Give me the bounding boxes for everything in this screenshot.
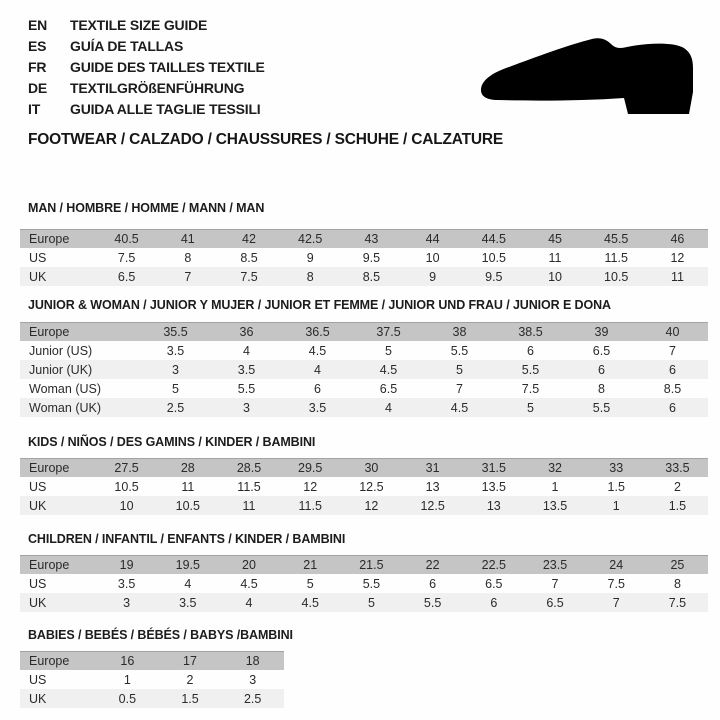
size-value: 33 (609, 461, 624, 475)
table-row (20, 593, 708, 612)
row-label: UK (29, 498, 47, 513)
size-value: 8 (184, 250, 192, 265)
size-value: 38 (452, 325, 467, 339)
row-label: US (29, 576, 47, 591)
size-value: 10.5 (175, 498, 200, 513)
size-value: 11.5 (604, 250, 628, 265)
size-value: 18 (245, 654, 260, 668)
row-label: Europe (29, 461, 70, 475)
size-value: 4 (245, 595, 253, 610)
size-value: 0.5 (118, 691, 137, 706)
size-value: 29.5 (298, 461, 323, 475)
row-label: Woman (US) (29, 381, 102, 396)
size-value: 21 (303, 558, 318, 572)
size-value: 8 (598, 381, 605, 396)
size-value: 11 (242, 498, 256, 513)
size-table-junior-woman (20, 322, 708, 417)
row-label: Europe (29, 232, 70, 246)
size-value: 7.5 (240, 269, 258, 284)
size-value: 8.5 (362, 269, 381, 284)
size-value: 33.5 (665, 461, 690, 475)
size-value: 7.5 (668, 595, 687, 610)
row-label: US (29, 250, 47, 265)
size-value: 5 (456, 362, 463, 377)
size-table-babies (20, 651, 284, 708)
size-value: 7 (551, 576, 559, 591)
lang-line-de (28, 77, 265, 98)
size-value: 5 (367, 595, 375, 610)
size-value: 6.5 (117, 269, 136, 284)
lang-line-it (28, 98, 265, 119)
size-value: 16 (120, 654, 135, 668)
section-title-children: CHILDREN / INFANTIL / ENFANTS / KINDER / BAMBINI (28, 532, 346, 546)
size-value: 12 (670, 250, 685, 265)
size-table-kids (20, 458, 708, 515)
lang-title: TEXTILE SIZE GUIDE (70, 16, 208, 33)
table-header-row (20, 229, 708, 248)
size-value: 28.5 (236, 461, 262, 475)
row-label: Europe (29, 325, 70, 339)
table-row (20, 360, 708, 379)
size-value: 19 (119, 558, 134, 572)
size-value: 8.5 (663, 381, 682, 396)
size-value: 3.5 (179, 595, 197, 610)
size-value: 35.5 (163, 325, 188, 339)
size-value: 5.5 (423, 595, 442, 610)
size-value: 2.5 (166, 400, 185, 415)
size-value: 36 (239, 325, 254, 339)
table-row (20, 670, 284, 689)
size-value: 1.5 (668, 498, 687, 513)
size-value: 43 (364, 232, 379, 246)
table-row (20, 574, 708, 593)
size-value: 13.5 (481, 479, 506, 494)
lang-code: DE (28, 79, 48, 96)
table-header-row (20, 651, 284, 670)
size-value: 12.5 (359, 479, 384, 494)
size-value: 28 (180, 461, 195, 475)
row-label: Europe (29, 654, 70, 668)
size-value: 6.5 (546, 595, 564, 610)
lang-code: ES (28, 37, 47, 54)
size-value: 46 (670, 232, 685, 246)
size-value: 1.5 (181, 691, 199, 706)
size-value: 6.5 (592, 343, 611, 358)
row-label: US (29, 479, 47, 494)
size-value: 3.5 (308, 400, 327, 415)
size-value: 3 (249, 672, 257, 687)
size-value: 6.5 (379, 381, 398, 396)
size-value: 10 (119, 498, 134, 513)
row-label: Europe (29, 558, 70, 572)
lang-title: GUIDA ALLE TAGLIE TESSILI (70, 100, 261, 117)
size-value: 30 (364, 461, 379, 475)
size-value: 9.5 (362, 250, 381, 265)
table-row (20, 689, 284, 708)
size-value: 5 (306, 576, 314, 591)
size-value: 22 (425, 558, 440, 572)
language-header (28, 14, 265, 119)
size-value: 44 (425, 232, 440, 246)
section-title-babies: BABIES / BEBÉS / BÉBÉS / BABYS /BAMBINI (28, 628, 293, 642)
size-value: 44.5 (481, 232, 506, 246)
size-value: 2 (186, 672, 194, 687)
size-value: 9.5 (485, 269, 503, 284)
section-title-junior-woman: JUNIOR & WOMAN / JUNIOR Y MUJER / JUNIOR ET FEMME / JUNIOR UND FRAU / JUNIOR E DONA (28, 298, 611, 312)
lang-code: IT (28, 100, 41, 117)
size-value: 20 (242, 558, 256, 572)
row-label: Junior (US) (29, 343, 93, 358)
shoe-icon (478, 26, 702, 120)
lang-title: GUÍA DE TALLAS (70, 37, 184, 54)
row-label: Woman (UK) (29, 400, 102, 415)
size-value: 25 (670, 558, 685, 572)
size-value: 19.5 (175, 558, 200, 572)
size-value: 4 (385, 400, 392, 415)
size-value: 17 (183, 654, 197, 668)
size-value: 12.5 (420, 498, 445, 513)
size-value: 4 (184, 576, 192, 591)
size-value: 40 (665, 325, 680, 339)
size-value: 10 (548, 269, 562, 284)
size-value: 3 (123, 595, 131, 610)
size-value: 4.5 (450, 400, 469, 415)
size-value: 5 (172, 381, 179, 396)
size-value: 9 (429, 269, 437, 284)
lang-title: TEXTILGRÖßENFÜHRUNG (70, 79, 245, 96)
size-value: 8.5 (240, 250, 258, 265)
section-title-kids: KIDS / NIÑOS / DES GAMINS / KINDER / BAMBINI (28, 435, 316, 449)
size-value: 10 (425, 250, 440, 265)
row-label: Junior (UK) (29, 362, 93, 377)
size-value: 3 (172, 362, 179, 377)
size-value: 21.5 (359, 558, 384, 572)
row-label: UK (29, 691, 47, 706)
lang-code: EN (28, 16, 48, 33)
size-value: 41 (180, 232, 195, 246)
size-value: 12 (364, 498, 379, 513)
table-row (20, 248, 708, 267)
size-value: 11 (181, 479, 195, 494)
table-header-row (20, 322, 708, 341)
size-value: 31.5 (481, 461, 506, 475)
size-value: 31 (425, 461, 440, 475)
size-value: 1.5 (607, 479, 625, 494)
row-label: UK (29, 269, 47, 284)
size-value: 6 (429, 576, 437, 591)
size-value: 40.5 (114, 232, 139, 246)
size-value: 2 (673, 479, 681, 494)
size-value: 23.5 (542, 558, 568, 572)
size-value: 7 (184, 269, 192, 284)
size-value: 5 (385, 343, 392, 358)
size-value: 6.5 (485, 576, 503, 591)
size-value: 5.5 (237, 381, 256, 396)
size-value: 2.5 (243, 691, 262, 706)
size-value: 3.5 (237, 362, 256, 377)
size-value: 4.5 (240, 576, 258, 591)
size-value: 11.5 (237, 479, 261, 494)
size-value: 5.5 (450, 343, 469, 358)
size-value: 22.5 (481, 558, 506, 572)
table-row (20, 379, 708, 398)
section-title-man: MAN / HOMBRE / HOMME / MANN / MAN (28, 201, 265, 215)
size-table-children (20, 555, 708, 612)
size-value: 4.5 (379, 362, 398, 377)
size-table-man (20, 229, 708, 286)
size-value: 9 (306, 250, 314, 265)
size-value: 7.5 (117, 250, 136, 265)
size-value: 10.5 (481, 250, 506, 265)
size-value: 5.5 (362, 576, 381, 591)
size-value: 8 (306, 269, 314, 284)
size-value: 5.5 (592, 400, 611, 415)
table-row (20, 398, 708, 417)
size-value: 3 (243, 400, 250, 415)
lang-code: FR (28, 58, 47, 75)
size-value: 13.5 (542, 498, 568, 513)
table-header-row (20, 458, 708, 477)
size-value: 10.5 (604, 269, 629, 284)
size-value: 4 (243, 343, 250, 358)
table-row (20, 341, 708, 360)
size-value: 7 (612, 595, 620, 610)
table-row (20, 477, 708, 496)
size-value: 1 (123, 672, 131, 687)
size-value: 6 (314, 381, 321, 396)
size-value: 6 (669, 400, 676, 415)
size-value: 8 (673, 576, 681, 591)
size-value: 27.5 (114, 461, 139, 475)
size-value: 10.5 (114, 479, 139, 494)
row-label: US (29, 672, 47, 687)
table-header-row (20, 555, 708, 574)
lang-title: GUIDE DES TAILLES TEXTILE (70, 58, 265, 75)
size-value: 24 (609, 558, 624, 572)
lang-line-es (28, 35, 265, 56)
size-value: 6 (490, 595, 498, 610)
size-value: 42.5 (298, 232, 323, 246)
size-value: 11.5 (298, 498, 322, 513)
size-value: 45.5 (604, 232, 629, 246)
table-row (20, 267, 708, 286)
size-value: 5 (527, 400, 534, 415)
lang-line-fr (28, 56, 265, 77)
table-row (20, 496, 708, 515)
size-value: 7 (456, 381, 463, 396)
size-value: 1 (612, 498, 620, 513)
size-value: 4.5 (301, 595, 319, 610)
size-value: 45 (548, 232, 562, 246)
size-value: 6 (598, 362, 605, 377)
category-title: FOOTWEAR / CALZADO / CHAUSSURES / SCHUHE / CALZATURE (28, 131, 503, 148)
size-value: 5.5 (521, 362, 540, 377)
size-value: 13 (486, 498, 501, 513)
size-value: 12 (303, 479, 318, 494)
size-value: 36.5 (305, 325, 330, 339)
size-value: 6 (527, 343, 534, 358)
size-value: 11 (670, 269, 684, 284)
size-value: 4 (314, 362, 321, 377)
size-value: 6 (669, 362, 676, 377)
size-value: 1 (551, 479, 559, 494)
size-value: 7.5 (607, 576, 625, 591)
size-value: 32 (548, 461, 562, 475)
size-value: 13 (425, 479, 440, 494)
size-value: 3.5 (166, 343, 185, 358)
row-label: UK (29, 595, 47, 610)
size-value: 3.5 (117, 576, 136, 591)
size-value: 11 (548, 250, 562, 265)
size-value: 39 (594, 325, 609, 339)
size-value: 42 (242, 232, 256, 246)
size-value: 38.5 (518, 325, 543, 339)
lang-line-en (28, 14, 265, 35)
size-value: 4.5 (308, 343, 327, 358)
size-value: 7 (669, 343, 676, 358)
size-value: 7.5 (521, 381, 540, 396)
size-value: 37.5 (376, 325, 401, 339)
